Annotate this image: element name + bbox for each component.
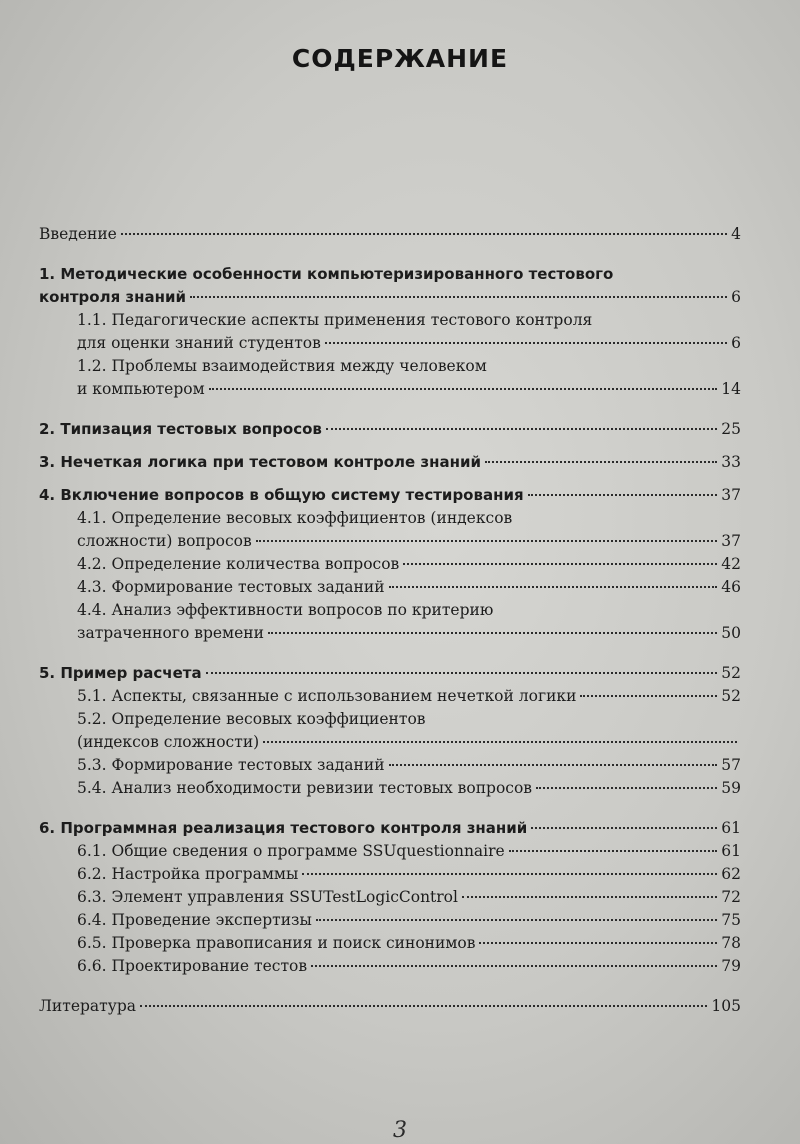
toc-entry[interactable] xyxy=(39,817,741,840)
page-title: СОДЕРЖАНИЕ xyxy=(291,44,509,73)
toc-entry-line xyxy=(77,599,741,622)
dot-leader xyxy=(209,388,718,390)
toc-entry-last-line xyxy=(77,754,741,777)
toc-entry-title: Введение xyxy=(39,225,117,243)
toc-entry-last-line xyxy=(39,286,741,309)
toc-entry-page: 6 xyxy=(731,288,741,306)
toc-entry[interactable] xyxy=(39,955,741,978)
toc-entry-title: 1.1. Педагогические аспекты применения тестового контроля xyxy=(77,311,593,329)
toc-entry[interactable] xyxy=(39,418,741,441)
toc-entry[interactable] xyxy=(39,662,741,685)
toc-entry-last-line xyxy=(77,840,741,863)
toc-spacer xyxy=(39,800,741,817)
toc-entry-last-line xyxy=(77,863,741,886)
toc-entry-last-line xyxy=(77,777,741,800)
dot-leader xyxy=(479,942,717,944)
toc-entry-title: 6.4. Проведение экспертизы xyxy=(77,911,312,929)
dot-leader xyxy=(403,563,717,565)
toc-entry-last-line xyxy=(77,576,741,599)
toc-entry-page: 4 xyxy=(731,225,741,243)
toc-spacer xyxy=(39,246,741,263)
dot-leader xyxy=(316,919,717,921)
dot-leader xyxy=(531,827,717,829)
toc-entry-title: 6.6. Проектирование тестов xyxy=(77,957,308,975)
dot-leader xyxy=(302,873,717,875)
toc-entry[interactable] xyxy=(39,886,741,909)
toc-entry[interactable] xyxy=(39,507,741,553)
toc-entry-last-line xyxy=(77,685,741,708)
toc-entry-page: 37 xyxy=(721,486,741,504)
toc-entry-last-line xyxy=(77,332,741,355)
dot-leader xyxy=(325,342,727,344)
toc-entry-last-line xyxy=(39,418,741,441)
dot-leader xyxy=(190,296,727,298)
toc-entry-page: 59 xyxy=(721,779,741,797)
toc-entry[interactable] xyxy=(39,932,741,955)
toc-entry-line xyxy=(77,507,741,530)
page-number: 3 xyxy=(393,1118,407,1143)
toc-entry-last-line xyxy=(77,378,741,401)
toc-entry-page: 25 xyxy=(721,420,741,438)
toc-entry-title: 5.4. Анализ необходимости ревизии тестовых вопросов xyxy=(77,779,533,797)
dot-leader xyxy=(140,1005,707,1007)
dot-leader xyxy=(268,632,717,634)
toc-entry-title: контроля знаний xyxy=(39,288,187,306)
toc-entry[interactable] xyxy=(39,777,741,800)
toc-entry-page: 78 xyxy=(721,934,741,952)
toc-entry-page: 14 xyxy=(721,380,741,398)
toc-entry-title: 5.2. Определение весовых коэффициентов xyxy=(77,710,426,728)
dot-leader xyxy=(389,586,718,588)
toc-entry-last-line xyxy=(39,817,741,840)
toc-entry-title: 6.1. Общие сведения о программе SSUquestionnaire xyxy=(77,842,505,860)
toc-entry-line xyxy=(39,263,741,286)
toc-entry-last-line xyxy=(77,622,741,645)
toc-entry[interactable] xyxy=(39,223,741,246)
dot-leader xyxy=(326,428,717,430)
toc-entry[interactable] xyxy=(39,685,741,708)
toc-entry-page: 79 xyxy=(721,957,741,975)
toc-entry-title: 2. Типизация тестовых вопросов xyxy=(39,420,322,438)
toc-spacer xyxy=(39,645,741,662)
toc-entry[interactable] xyxy=(39,309,741,355)
toc-entry[interactable] xyxy=(39,995,741,1018)
toc-spacer xyxy=(39,474,741,484)
toc-entry-title: 4.1. Определение весовых коэффициентов (индексов xyxy=(77,509,513,527)
toc-entry[interactable] xyxy=(39,909,741,932)
toc-entry[interactable] xyxy=(39,576,741,599)
toc-entry-title: 5. Пример расчета xyxy=(39,664,202,682)
toc-entry-line xyxy=(77,309,741,332)
toc-entry[interactable] xyxy=(39,263,741,309)
toc-entry-title: сложности) вопросов xyxy=(77,532,252,550)
toc-entry[interactable] xyxy=(39,553,741,576)
toc-entry-page: 52 xyxy=(721,687,741,705)
toc-entry-page: 105 xyxy=(711,997,741,1015)
dot-leader xyxy=(509,850,718,852)
toc-entry-title: 5.1. Аспекты, связанные с использованием нечеткой логики xyxy=(77,687,577,705)
toc-entry-last-line xyxy=(77,909,741,932)
toc-entry-page: 46 xyxy=(721,578,741,596)
toc-entry-page: 50 xyxy=(721,624,741,642)
toc-entry-title: 6. Программная реализация тестового контроля знаний xyxy=(39,819,528,837)
dot-leader xyxy=(256,540,718,542)
toc-entry-last-line xyxy=(77,530,741,553)
dot-leader xyxy=(580,695,717,697)
toc-entry[interactable] xyxy=(39,754,741,777)
toc-entry-last-line xyxy=(39,662,741,685)
toc-entry-title: 4.3. Формирование тестовых заданий xyxy=(77,578,385,596)
toc-entry-page: 6 xyxy=(731,334,741,352)
toc-entry-last-line xyxy=(39,484,741,507)
toc-entry-last-line xyxy=(77,886,741,909)
dot-leader xyxy=(462,896,717,898)
toc-entry[interactable] xyxy=(39,863,741,886)
toc-entry-title: затраченного времени xyxy=(77,624,264,642)
toc-entry-page: 37 xyxy=(721,532,741,550)
dot-leader xyxy=(206,672,718,674)
toc-entry-last-line xyxy=(77,955,741,978)
toc-entry-title: Литература xyxy=(39,997,137,1015)
toc-entry-title: и компьютером xyxy=(77,380,205,398)
toc-entry-last-line xyxy=(77,731,741,754)
toc-entry-last-line xyxy=(39,223,741,246)
toc-entry-line xyxy=(77,355,741,378)
toc-entry-last-line xyxy=(77,553,741,576)
toc-entry-page: 57 xyxy=(721,756,741,774)
toc-entry-title: 6.2. Настройка программы xyxy=(77,865,299,883)
toc-spacer xyxy=(39,401,741,418)
toc-entry[interactable] xyxy=(39,451,741,474)
toc-entry-title: 4.2. Определение количества вопросов xyxy=(77,555,400,573)
toc-entry-page: 61 xyxy=(721,819,741,837)
dot-leader xyxy=(121,233,727,235)
toc-entry-page: 61 xyxy=(721,842,741,860)
toc-entry-last-line xyxy=(77,932,741,955)
toc-entry-last-line xyxy=(39,995,741,1018)
toc-entry[interactable] xyxy=(39,840,741,863)
toc-entry-title: для оценки знаний студентов xyxy=(77,334,321,352)
dot-leader xyxy=(528,494,718,496)
toc-entry[interactable] xyxy=(39,484,741,507)
dot-leader xyxy=(536,787,717,789)
toc-entry-page: 52 xyxy=(721,664,741,682)
dot-leader xyxy=(311,965,717,967)
toc-entry-page: 75 xyxy=(721,911,741,929)
toc-entry-title: 6.5. Проверка правописания и поиск синонимов xyxy=(77,934,476,952)
toc-entry-title: 4.4. Анализ эффективности вопросов по критерию xyxy=(77,601,494,619)
dot-leader xyxy=(263,741,737,743)
toc-entry-title: (индексов сложности) xyxy=(77,733,260,751)
toc-entry-title: 3. Нечеткая логика при тестовом контроле знаний xyxy=(39,453,481,471)
toc-entry-title: 1. Методические особенности компьютеризированного тестового xyxy=(39,265,614,283)
toc-spacer xyxy=(39,978,741,995)
toc-entry-page: 72 xyxy=(721,888,741,906)
dot-leader xyxy=(485,461,717,463)
toc-entry-title: 4. Включение вопросов в общую систему тестирования xyxy=(39,486,524,504)
dot-leader xyxy=(389,764,718,766)
toc-entry-page: 33 xyxy=(721,453,741,471)
toc-entry-title: 1.2. Проблемы взаимодействия между человеком xyxy=(77,357,487,375)
toc-entry-title: 5.3. Формирование тестовых заданий xyxy=(77,756,385,774)
table-of-contents xyxy=(39,223,741,1018)
toc-entry-page: 62 xyxy=(721,865,741,883)
toc-entry-title: 6.3. Элемент управления SSUTestLogicControl xyxy=(77,888,458,906)
toc-entry[interactable] xyxy=(39,355,741,401)
toc-spacer xyxy=(39,441,741,451)
toc-entry[interactable] xyxy=(39,599,741,645)
toc-entry-last-line xyxy=(39,451,741,474)
toc-entry[interactable] xyxy=(39,708,741,754)
toc-entry-page: 42 xyxy=(721,555,741,573)
toc-entry-line xyxy=(77,708,741,731)
